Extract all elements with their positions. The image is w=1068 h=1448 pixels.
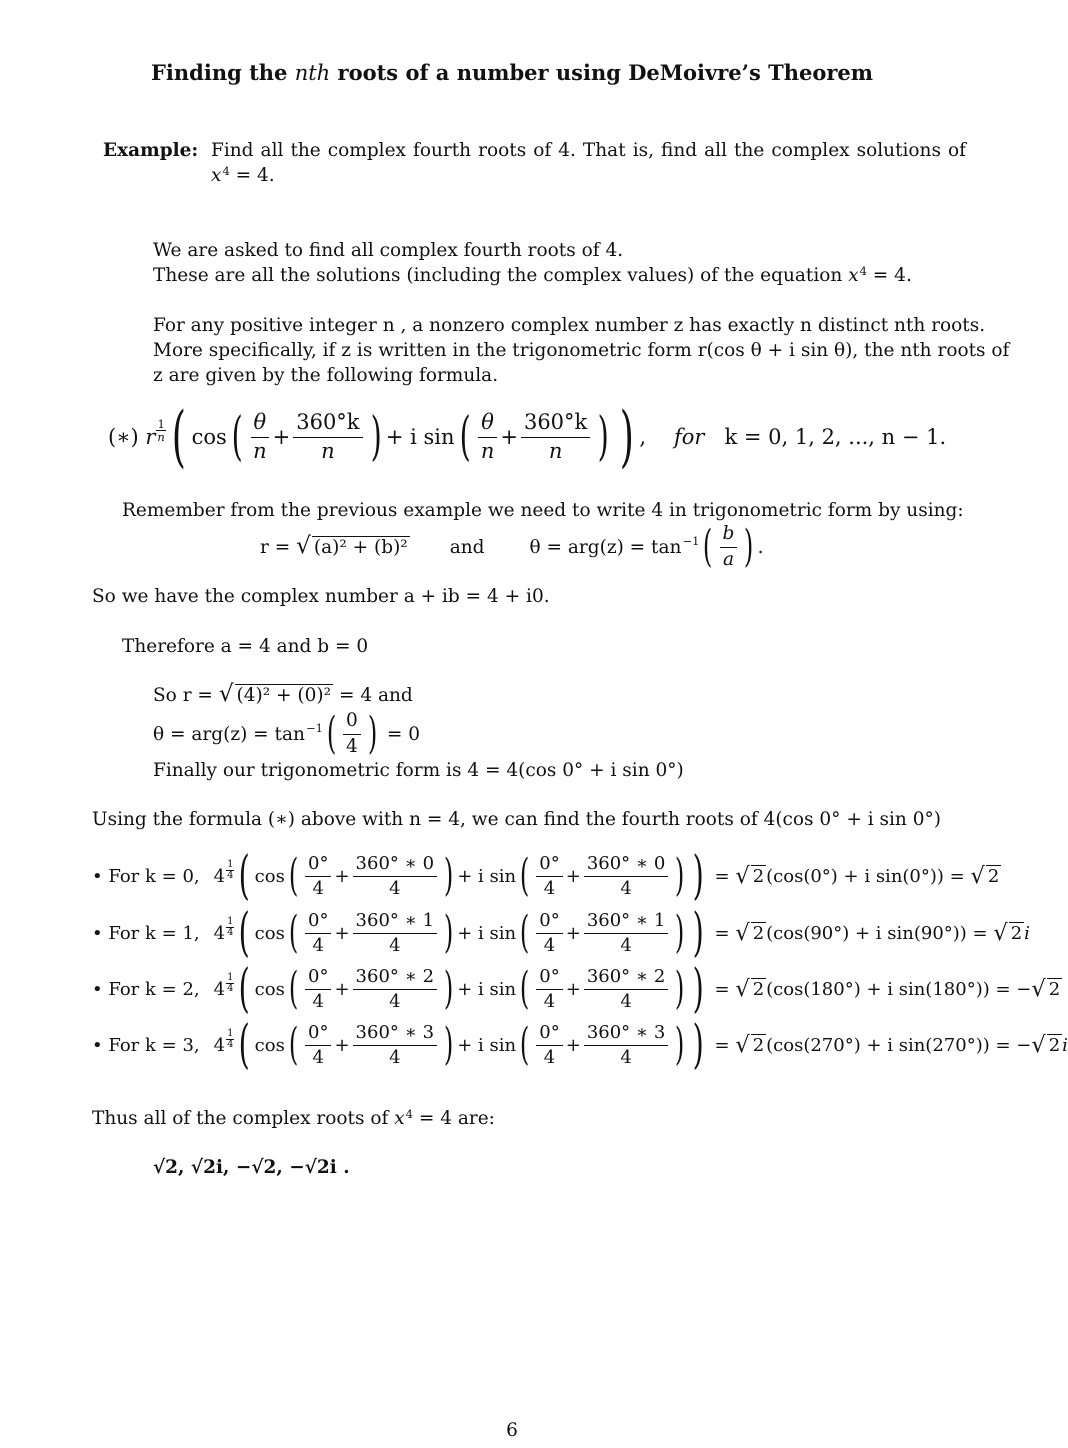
- page-title: [0, 60, 1024, 85]
- calc-fraction: $\frac{0}{4}$: [343, 711, 361, 757]
- root-zero-over-four-1: $\frac{0^\circ}{4}$: [305, 911, 331, 956]
- root-sqrt-coef: √ 2: [735, 862, 765, 889]
- remember-formulas: [260, 522, 763, 572]
- root-outer-paren-right: ): [693, 1015, 705, 1075]
- root-paren-left-1: (: [288, 850, 299, 901]
- root-plus-2: +: [565, 865, 581, 887]
- root-outer-paren-right: ): [693, 959, 705, 1019]
- thus-line: [92, 1108, 495, 1129]
- formula-exponent: $\frac{1}{n}$: [157, 417, 165, 445]
- root-isin: + i sin: [457, 922, 517, 944]
- root-zero-over-four-1: $\frac{0^\circ}{4}$: [305, 854, 331, 899]
- root-angle-over-four-1: $\frac{360^\circ ∗ 0}{4}$: [353, 854, 438, 899]
- remember-r-lhs: r =: [260, 536, 291, 558]
- root-base: 4: [213, 865, 226, 887]
- calc-final-line: Finally our trigonometric form is 4 = 4(cos 0° + i sin 0°): [153, 760, 684, 781]
- calc-r-pre: So r =: [153, 684, 213, 706]
- root-trig-result: (cos(180°) + i sin(180°)) =: [766, 978, 1011, 1000]
- root-cos: cos: [254, 865, 285, 887]
- root-value-sqrt: √ 2: [1031, 975, 1061, 1002]
- intro-exp: 4: [859, 263, 867, 278]
- root-paren-right-1: ): [443, 1019, 454, 1070]
- root-equals: =: [714, 922, 730, 944]
- remember-line: Remember from the previous example we need to write 4 in trigonometric form by using:: [122, 500, 964, 521]
- example-var: x: [211, 165, 222, 186]
- formula-star: (∗): [108, 425, 139, 449]
- root-label: • For k = 2,: [92, 978, 200, 1000]
- intro-var: x: [848, 265, 859, 286]
- root-paren-right-1: ): [443, 963, 454, 1014]
- root-row-k1: [92, 905, 1030, 961]
- root-paren-left-2: (: [519, 1019, 530, 1070]
- intro-line-1: We are asked to find all complex fourth roots of 4.: [153, 240, 624, 261]
- thus-var: x: [394, 1108, 405, 1129]
- root-angle-over-four-1: $\frac{360^\circ ∗ 3}{4}$: [353, 1023, 438, 1068]
- root-paren-right-1: ): [443, 850, 454, 901]
- root-base: 4: [213, 1034, 226, 1056]
- root-plus-1: +: [334, 978, 350, 1000]
- root-zero-over-four-2: $\frac{0^\circ}{4}$: [536, 854, 562, 899]
- remember-theta-lhs: θ = arg(z) = tan: [529, 536, 682, 558]
- example-line-1: Find all the complex fourth roots of 4. That is, find all the complex solutions of: [211, 140, 966, 161]
- root-zero-over-four-1: $\frac{0^\circ}{4}$: [305, 967, 331, 1012]
- example-label: Example:: [103, 140, 199, 161]
- root-row-k3: [92, 1017, 1068, 1073]
- calc-theta-line: [153, 710, 420, 758]
- formula-for: for: [674, 425, 705, 449]
- calc-r-line: [153, 680, 413, 710]
- using-line: Using the formula (∗) above with n = 4, we can find the fourth roots of 4(cos 0° + i sin 0°): [92, 809, 941, 830]
- demoivre-formula: [108, 398, 947, 475]
- root-isin: + i sin: [457, 1034, 517, 1056]
- root-row-k0: [92, 848, 1001, 904]
- therefore-line: Therefore a = 4 and b = 0: [122, 636, 369, 657]
- root-angle-over-four-1: $\frac{360^\circ ∗ 2}{4}$: [353, 967, 438, 1012]
- root-sign: −: [1016, 978, 1032, 1000]
- root-outer-paren-left: (: [238, 903, 251, 963]
- root-equals: =: [714, 1034, 730, 1056]
- formula-paren-right-2: ): [597, 407, 609, 467]
- example-exp: 4: [222, 163, 230, 178]
- formula-cos: cos: [191, 425, 227, 449]
- root-paren-right-2: ): [675, 850, 685, 901]
- root-base: 4: [213, 978, 226, 1000]
- root-label: • For k = 1,: [92, 922, 200, 944]
- thus-pre: Thus all of the complex roots of: [92, 1108, 395, 1129]
- formula-outer-paren-left: (: [171, 398, 186, 475]
- formula-plus-1: +: [272, 425, 291, 449]
- root-cos: cos: [254, 978, 285, 1000]
- root-outer-paren-left: (: [238, 846, 251, 906]
- root-exponent: $\frac{1}{4}$: [227, 858, 234, 882]
- root-label: • For k = 3,: [92, 1034, 200, 1056]
- root-label: • For k = 0,: [92, 865, 200, 887]
- root-zero-over-four-2: $\frac{0^\circ}{4}$: [536, 967, 562, 1012]
- root-angle-over-four-2: $\frac{360^\circ ∗ 1}{4}$: [584, 911, 669, 956]
- root-isin: + i sin: [457, 978, 517, 1000]
- root-row-k2: [92, 961, 1062, 1017]
- root-sqrt-coef: √ 2: [735, 1031, 765, 1058]
- root-plus-2: +: [565, 922, 581, 944]
- root-value-sqrt: √ 2: [1031, 1031, 1061, 1058]
- root-paren-right-2: ): [675, 907, 685, 958]
- root-base: 4: [213, 922, 226, 944]
- remember-and: and: [449, 536, 485, 558]
- root-sign: −: [1016, 1034, 1032, 1056]
- root-paren-left-2: (: [519, 963, 530, 1014]
- intro-line-2-pre: These are all the solutions (including the complex values) of the equation: [153, 265, 849, 286]
- root-paren-right-2: ): [675, 1019, 685, 1070]
- final-answer: √2, √2i, −√2, −√2i .: [153, 1157, 350, 1178]
- root-plus-1: +: [334, 865, 350, 887]
- intro-line-2: [153, 265, 912, 286]
- root-paren-left-2: (: [519, 907, 530, 958]
- formula-theta-over-n-1: $\frac{\theta}{n}$: [250, 411, 270, 462]
- calc-theta-post: = 0: [386, 723, 421, 745]
- title-text-post: roots of a number using DeMoivre’s Theorem: [330, 60, 873, 85]
- theory-line-2: More specifically, if z is written in the trigonometric form r(cos θ + i sin θ), the nth roots of: [153, 340, 1010, 361]
- root-exponent: $\frac{1}{4}$: [227, 1027, 234, 1051]
- root-zero-over-four-2: $\frac{0^\circ}{4}$: [536, 1023, 562, 1068]
- root-outer-paren-right: ): [693, 846, 705, 906]
- root-trig-result: (cos(270°) + i sin(270°)) =: [766, 1034, 1011, 1056]
- root-zero-over-four-2: $\frac{0^\circ}{4}$: [536, 911, 562, 956]
- root-angle-over-four-2: $\frac{360^\circ ∗ 3}{4}$: [584, 1023, 669, 1068]
- calc-paren-left: (: [326, 708, 337, 759]
- formula-isin: + i sin: [385, 425, 455, 449]
- intro-line-2-post: = 4.: [866, 265, 912, 286]
- title-text-pre: Finding the: [151, 60, 295, 85]
- root-cos: cos: [254, 1034, 285, 1056]
- root-paren-right-2: ): [675, 963, 685, 1014]
- calc-sqrt: √ (4)² + (0)²: [218, 681, 332, 708]
- formula-theta-over-n-2: $\frac{\theta}{n}$: [478, 411, 498, 462]
- root-paren-left-1: (: [288, 963, 299, 1014]
- formula-paren-right-1: ): [370, 407, 382, 467]
- root-paren-left-2: (: [519, 850, 530, 901]
- formula-r: r: [145, 425, 156, 449]
- formula-outer-paren-right: ): [619, 398, 634, 475]
- root-paren-left-1: (: [288, 907, 299, 958]
- remember-paren-left: (: [703, 521, 713, 572]
- formula-plus-2: +: [500, 425, 518, 449]
- root-value-sqrt: √ 2: [993, 919, 1023, 946]
- formula-angle-over-n-1: $\frac{360^\circ k}{n}$: [293, 411, 362, 462]
- formula-paren-left-1: (: [231, 407, 243, 467]
- root-exponent: $\frac{1}{4}$: [227, 915, 234, 939]
- root-trig-result: (cos(90°) + i sin(90°)) =: [766, 922, 988, 944]
- root-plus-2: +: [565, 978, 581, 1000]
- root-plus-1: +: [334, 1034, 350, 1056]
- remember-theta-exp: −1: [682, 533, 700, 548]
- title-variable: nth: [294, 61, 331, 85]
- complex-number-line: So we have the complex number a + ib = 4 + i0.: [92, 586, 550, 607]
- example-line-2: [211, 165, 275, 186]
- root-outer-paren-left: (: [238, 1015, 251, 1075]
- example-rest: = 4.: [229, 165, 275, 186]
- remember-sqrt: √ (a)² + (b)²: [296, 533, 408, 560]
- root-paren-left-1: (: [288, 1019, 299, 1070]
- root-angle-over-four-1: $\frac{360^\circ ∗ 1}{4}$: [353, 911, 438, 956]
- page-number: 6: [506, 1420, 518, 1441]
- root-trig-result: (cos(0°) + i sin(0°)) =: [766, 865, 965, 887]
- root-imag-unit: i: [1062, 1034, 1068, 1056]
- remember-fraction: $\frac{b}{a}$: [720, 524, 738, 570]
- calc-paren-right: ): [367, 708, 378, 759]
- root-outer-paren-right: ): [693, 903, 705, 963]
- root-equals: =: [714, 865, 730, 887]
- root-imag-unit: i: [1024, 922, 1030, 944]
- theory-line-3: z are given by the following formula.: [153, 365, 499, 386]
- root-zero-over-four-1: $\frac{0^\circ}{4}$: [305, 1023, 331, 1068]
- formula-range: k = 0, 1, 2, ..., n − 1.: [724, 425, 947, 449]
- formula-comma: ,: [639, 425, 646, 449]
- root-isin: + i sin: [457, 865, 517, 887]
- root-paren-right-1: ): [443, 907, 454, 958]
- root-outer-paren-left: (: [238, 959, 251, 1019]
- root-cos: cos: [254, 922, 285, 944]
- calc-theta-lhs: θ = arg(z) = tan: [153, 723, 305, 745]
- root-sqrt-coef: √ 2: [735, 919, 765, 946]
- calc-theta-exp: −1: [305, 720, 323, 735]
- theory-line-1: For any positive integer n , a nonzero complex number z has exactly n distinct nth roots.: [153, 315, 986, 336]
- root-plus-1: +: [334, 922, 350, 944]
- root-value-sqrt: √ 2: [970, 862, 1000, 889]
- remember-period: .: [757, 536, 764, 558]
- thus-exp: 4: [405, 1106, 413, 1121]
- root-angle-over-four-2: $\frac{360^\circ ∗ 0}{4}$: [584, 854, 669, 899]
- root-sqrt-coef: √ 2: [735, 975, 765, 1002]
- root-plus-2: +: [565, 1034, 581, 1056]
- formula-angle-over-n-2: $\frac{360^\circ k}{n}$: [521, 411, 590, 462]
- root-angle-over-four-2: $\frac{360^\circ ∗ 2}{4}$: [584, 967, 669, 1012]
- formula-paren-left-2: (: [459, 407, 471, 467]
- remember-paren-right: ): [744, 521, 754, 572]
- root-exponent: $\frac{1}{4}$: [227, 971, 234, 995]
- thus-post: = 4 are:: [412, 1108, 495, 1129]
- root-equals: =: [714, 978, 730, 1000]
- calc-r-post: = 4 and: [338, 684, 413, 706]
